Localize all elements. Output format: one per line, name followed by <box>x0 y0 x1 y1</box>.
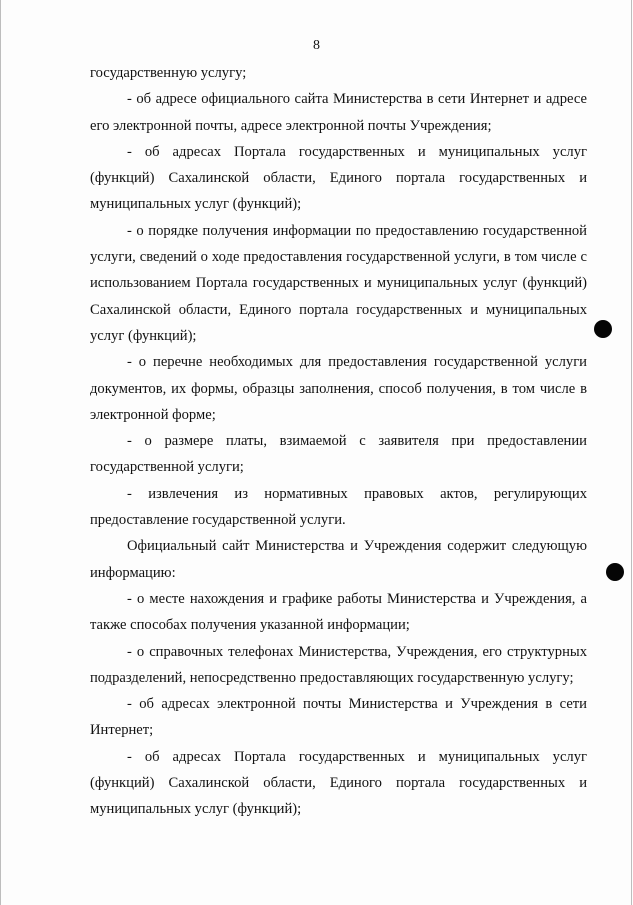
paragraph: - о перечне необходимых для предоставления государственной услуги документов, их формы, образцы заполнения, способ получения, в том числе в электронной форме; <box>90 354 587 423</box>
punch-hole-top <box>594 320 612 338</box>
paragraph: - извлечения из нормативных правовых актов, регулирующих предоставление государственной услуги. <box>90 485 587 529</box>
paragraph: - о месте нахождения и графике работы Министерства и Учреждения, а также способах получения указанной информации; <box>90 590 587 634</box>
page-edge-left <box>0 0 1 905</box>
paragraph: - о порядке получения информации по предоставлению государственной услуги, сведений о ходе предоставления государственной услуги, в том числе с использованием Портала государственных и муниципальных услуг (функций) Сахалинской области, Единого портала государственных и муниципальных услуг (функций); <box>90 222 587 344</box>
page-edge-right <box>631 0 632 905</box>
paragraph: государственную услугу; <box>90 65 247 81</box>
page-number: 8 <box>313 38 320 53</box>
punch-hole-bottom <box>606 563 624 581</box>
paragraph: - о размере платы, взимаемой с заявителя при предоставлении государственной услуги; <box>90 433 587 476</box>
paragraph: - об адресе официального сайта Министерства в сети Интернет и адресе его электронной почты, адресе электронной почты Учреждения; <box>90 91 587 134</box>
document-body <box>90 60 587 823</box>
paragraph: Официальный сайт Министерства и Учреждения содержит следующую информацию: <box>90 538 587 581</box>
paragraph: - об адресах Портала государственных и муниципальных услуг (функций) Сахалинской области, Единого портала государственных и муниципальных услуг (функций); <box>90 143 587 213</box>
paragraph: - об адресах электронной почты Министерства и Учреждения в сети Интернет; <box>90 696 587 739</box>
paragraph: - о справочных телефонах Министерства, Учреждения, его структурных подразделений, непосредственно предоставляющих государственную услугу; <box>90 643 587 686</box>
paragraph: - об адресах Портала государственных и муниципальных услуг (функций) Сахалинской области, Единого портала государственных и муниципальных услуг (функций); <box>90 748 587 818</box>
